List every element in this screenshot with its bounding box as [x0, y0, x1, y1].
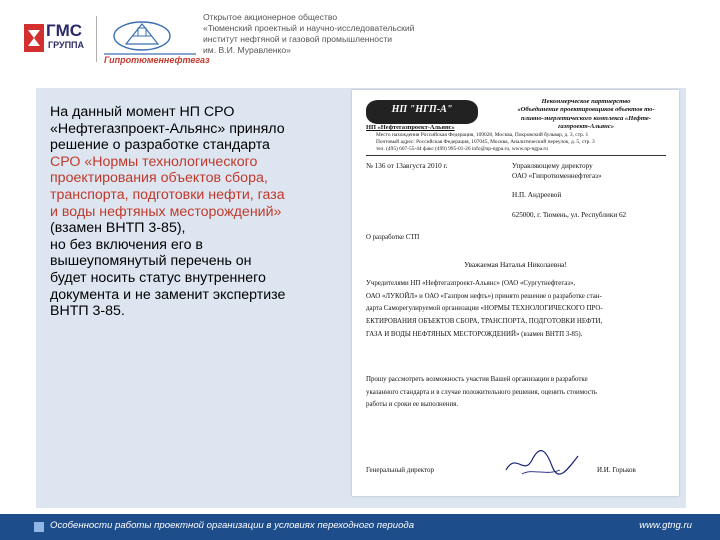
- letter-recipient: [512, 162, 672, 221]
- institute-name: [203, 12, 503, 56]
- body-line-highlight: и воды нефтяных месторождений»: [50, 203, 282, 220]
- body-line: решение о разработке стандарта: [50, 137, 270, 154]
- letter-header-line: «Объединение проектировщиков объектов то-: [517, 106, 655, 114]
- institute-line: им. В.И. Муравленко»: [203, 45, 291, 55]
- letter-para-line: Учредителями НП «Нефтегазпроект-Альянс» (ОАО «Сургутнефтегаз»,: [366, 280, 576, 287]
- letter-greeting: Уважаемая Наталья Николаевна!: [464, 260, 567, 269]
- letter-org-short: НП «Нефтегазпроект-Альянс»: [366, 124, 455, 131]
- letter-number: № 136 от 13августа 2010 г.: [366, 162, 448, 170]
- giprotyum-name: Гипротюменнефтегаз: [104, 55, 210, 65]
- letter-para-line: работы и сроки ее выполнения.: [366, 401, 459, 409]
- header: [0, 0, 720, 78]
- letter-sign-title: Генеральный директор: [366, 466, 434, 474]
- recipient-line: Н.П. Андреевой: [512, 191, 562, 200]
- letter-header-line: Некоммерческое партнерство: [541, 98, 631, 105]
- letter-address-line: Почтовый адрес: Российская Федерация, 107045, Москва, Аналитический переулок, д. 5, стр. 3: [376, 139, 595, 145]
- body-line: вышеупомянутый перечень он: [50, 253, 252, 270]
- body-line-highlight: проектирования объектов сбора,: [50, 170, 268, 187]
- letter-header-line: газпроект-Альянс»: [557, 123, 615, 131]
- institute-line: «Тюменский проектный и научно-исследовательский: [203, 23, 415, 33]
- body-line: но без включения его в: [50, 236, 203, 253]
- letter-paragraph: [366, 278, 670, 342]
- body-line: (взамен ВНТП 3-85),: [50, 220, 186, 237]
- body-text: [50, 104, 350, 320]
- recipient-line: [512, 201, 672, 211]
- letter-para-line: ГАЗА И ВОДЫ НЕФТЯНЫХ МЕСТОРОЖДЕНИЙ» (взамен ВНТП 3-85).: [366, 330, 583, 338]
- body-line: ВНТП 3-85.: [50, 303, 125, 320]
- recipient-line: [512, 182, 672, 192]
- body-line: На данный момент НП СРО: [50, 104, 235, 120]
- recipient-line: 625000, г. Тюмень, ул. Республики 62: [512, 210, 627, 219]
- footer-url[interactable]: www.gtng.ru: [639, 520, 692, 531]
- letter-subject: О разработке СТП: [366, 234, 420, 241]
- letter-para-line: Прошу рассмотреть возможность участия Вашей организации в разработке: [366, 376, 588, 383]
- footer-square-icon: [34, 522, 44, 532]
- letter-header-line: пливно-энергетического комплекса «Нефте-: [521, 114, 651, 122]
- letter-paragraph: [366, 374, 670, 412]
- recipient-line: Управляющему директору: [512, 162, 593, 170]
- letter-sign-name: И.И. Горьков: [597, 466, 636, 474]
- letter-rule: [366, 155, 666, 156]
- body-line: будет носить статус внутреннего: [50, 269, 266, 286]
- institute-line: институт нефтяной и газовой промышленности: [203, 34, 393, 44]
- letter-para-line: ОАО «ЛУКОЙЛ» и ОАО «Газпром нефть») принято решение о разработке стан-: [366, 292, 602, 300]
- letter-para-line: ЕКТИРОВАНИЯ ОБЪЕКТОВ СБОРА, ТРАНСПОРТА, ПОДГОТОВКИ НЕФТИ,: [366, 318, 603, 326]
- letter-logo-text: НП "НГП-А": [391, 104, 453, 115]
- institute-line: Открытое акционерное общество: [203, 12, 338, 22]
- letter-header-right: [498, 98, 674, 132]
- body-line-highlight: транспорта, подготовки нефти, газа: [50, 186, 285, 203]
- letter-address-line: тел. (495) 607-55-44 факс (499) 995-01-26 info@np-ngpa.ru, www.np-ngpa.ru: [376, 146, 548, 152]
- footer-title: Особенности работы проектной организации в условиях переходного периода: [50, 520, 415, 531]
- gms-logo-text: ГМС: [46, 21, 83, 40]
- recipient-line: ОАО «Гипротюменнефтегаз»: [512, 171, 602, 180]
- letter-para-line: указанного стандарта и в случае положительного решения, оценить стоимость: [366, 388, 597, 396]
- signature-icon: [502, 446, 582, 480]
- gms-logo-sub: ГРУППА: [48, 40, 85, 50]
- letter-para-line: дарта Саморегулируемой организации «НОРМЫ ТЕХНОЛОГИЧЕСКОГО ПРО-: [366, 305, 603, 313]
- body-line: «Нефтегазпроект-Альянс» приняло: [50, 120, 285, 137]
- letter-address: [376, 132, 666, 153]
- body-line-highlight: СРО «Нормы технологического: [50, 153, 258, 170]
- letter-address-line: Место нахождения Российская Федерация, 109028, Москва, Покровский бульвар, д. 3, стр. 1: [376, 132, 589, 138]
- body-line: документа и не заменит экспертизе: [50, 286, 286, 303]
- header-divider: [96, 16, 97, 62]
- letter-document: [352, 90, 679, 496]
- footer: [0, 514, 720, 540]
